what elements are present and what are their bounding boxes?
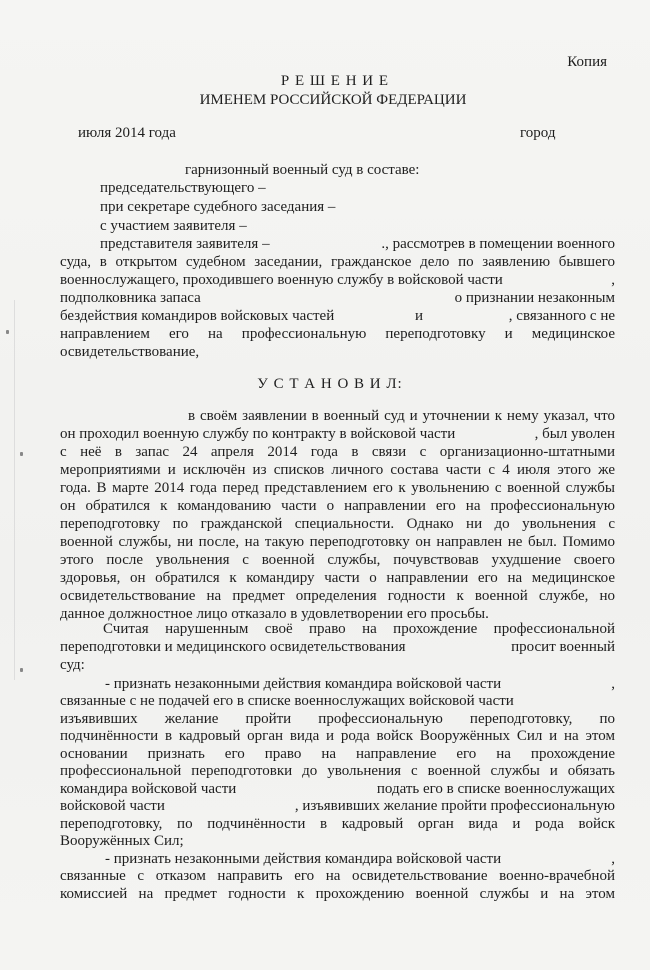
text-line: направлением его на профессиональную переподготовку и медицинское (60, 326, 615, 342)
text-line: в своём заявлении в военный суд и уточнении к нему указал, что (188, 408, 615, 424)
text-segment: - признать незаконными действия командира войсковой части (105, 676, 502, 692)
text-line: изъявивших желание пройти профессиональную переподготовку, по (60, 711, 615, 727)
staple-hole-mark (20, 452, 23, 456)
text-segment: о признании незаконным (454, 290, 615, 306)
text-line: этого после увольнения с военной службы, почувствовав ухудшение своего (60, 552, 615, 568)
text-line: переподготовку по гражданской специальности. Однако ни до увольнения с (60, 516, 615, 532)
page-edge-line (14, 300, 15, 680)
text-segment: , связанного с не (508, 308, 615, 324)
text-line: мероприятиями и исключён из списков личного состава части с 4 июля этого же (60, 462, 615, 478)
text-segment: ., рассмотрев в помещении военного (381, 236, 615, 252)
document-title: Р Е Ш Е Н И Е (280, 73, 390, 89)
text-line (60, 307, 615, 325)
text-line: он обратился к командованию части о направлении его на профессиональную (60, 498, 615, 514)
text-line: связанные с отказом направить его на освидетельствование военно-врачебной (60, 868, 615, 884)
text-line: с неё в запас 24 апреля 2014 года в связи с организационно-штатными (60, 444, 615, 460)
text-segment: и (415, 308, 424, 324)
text-line: Вооружённых Сил; (60, 833, 184, 849)
text-segment: , (611, 851, 615, 867)
text-line (60, 425, 615, 443)
presiding-judge-line: председательствующего – (100, 180, 266, 196)
text-segment: просит военный (511, 639, 615, 655)
text-line (60, 289, 615, 307)
text-line: связанные с не подачей его в списке военнослужащих войсковой части (60, 693, 514, 709)
section-heading: У С Т А Н О В И Л: (257, 376, 403, 392)
text-line: Считая нарушенным своё право на прохождение профессиональной (103, 621, 615, 637)
text-line: здоровья, он обратился к командиру части о направлении его на медицинское (60, 570, 615, 586)
text-segment: представителя заявителя – (100, 236, 270, 252)
request-item-1 (105, 675, 615, 693)
representative-line (100, 235, 615, 253)
text-line: данное должностное лицо отказало в удовлетворении его просьбы. (60, 606, 489, 622)
text-line: суд: (60, 657, 85, 673)
text-segment: он проходил военную службу по контракту в войсковой части (60, 426, 456, 442)
text-line: военной службы, ни после, на такую переподготовку он направлен не был. Помимо (60, 534, 615, 550)
text-line: освидетельствование, (60, 344, 200, 360)
document-subtitle: ИМЕНЕМ РОССИЙСКОЙ ФЕДЕРАЦИИ (199, 92, 467, 108)
text-line (60, 271, 615, 289)
text-line: подчинённости в кадровый орган вида и рода войск Вооружённых Сил и на этом (60, 728, 615, 744)
text-segment: подать его в списке военнослужащих (376, 781, 615, 797)
applicant-line: с участием заявителя – (100, 218, 247, 234)
text-segment: , изъявивших желание пройти профессиональную (294, 798, 615, 814)
text-segment: бездействия командиров войсковых частей (60, 308, 335, 324)
secretary-line: при секретаре судебного заседания – (100, 199, 336, 215)
text-segment: войсковой части (60, 798, 165, 814)
decision-date: июля 2014 года (78, 125, 176, 141)
decision-city: город (520, 125, 556, 141)
text-segment: командира войсковой части (60, 781, 237, 797)
text-segment: военнослужащего, проходившего военную службу в войсковой части (60, 272, 503, 288)
copy-label: Копия (567, 54, 607, 70)
text-segment: подполковника запаса (60, 290, 201, 306)
text-segment: , (611, 676, 615, 692)
staple-hole-mark (6, 330, 9, 334)
text-segment: , (611, 272, 615, 288)
text-line: профессиональной переподготовки до увольнения с военной службы и обязать (60, 763, 615, 779)
text-line: основании признать его право на направление его на прохождение (60, 746, 615, 762)
text-segment: - признать незаконными действия командира войсковой части (105, 851, 502, 867)
staple-hole-mark (20, 668, 23, 672)
text-line: переподготовку, по подчинённости в кадровый орган вида и рода войск (60, 816, 615, 832)
text-line: комиссией на предмет годности к прохождению военной службы и на этом (60, 886, 615, 902)
text-line: года. В марте 2014 года перед представлением его к увольнению с военной службы (60, 480, 615, 496)
text-segment: , был уволен (534, 426, 615, 442)
request-item-2 (105, 850, 615, 868)
text-line: освидетельствование на предмет определения годности к военной службе, но (60, 588, 615, 604)
text-line (60, 797, 615, 815)
text-line (60, 780, 615, 798)
text-line (60, 638, 615, 656)
text-segment: переподготовки и медицинского освидетельствования (60, 639, 406, 655)
text-line: суда, в открытом судебном заседании, гражданское дело по заявлению бывшего (60, 254, 615, 270)
court-composition: гарнизонный военный суд в составе: (185, 162, 420, 178)
